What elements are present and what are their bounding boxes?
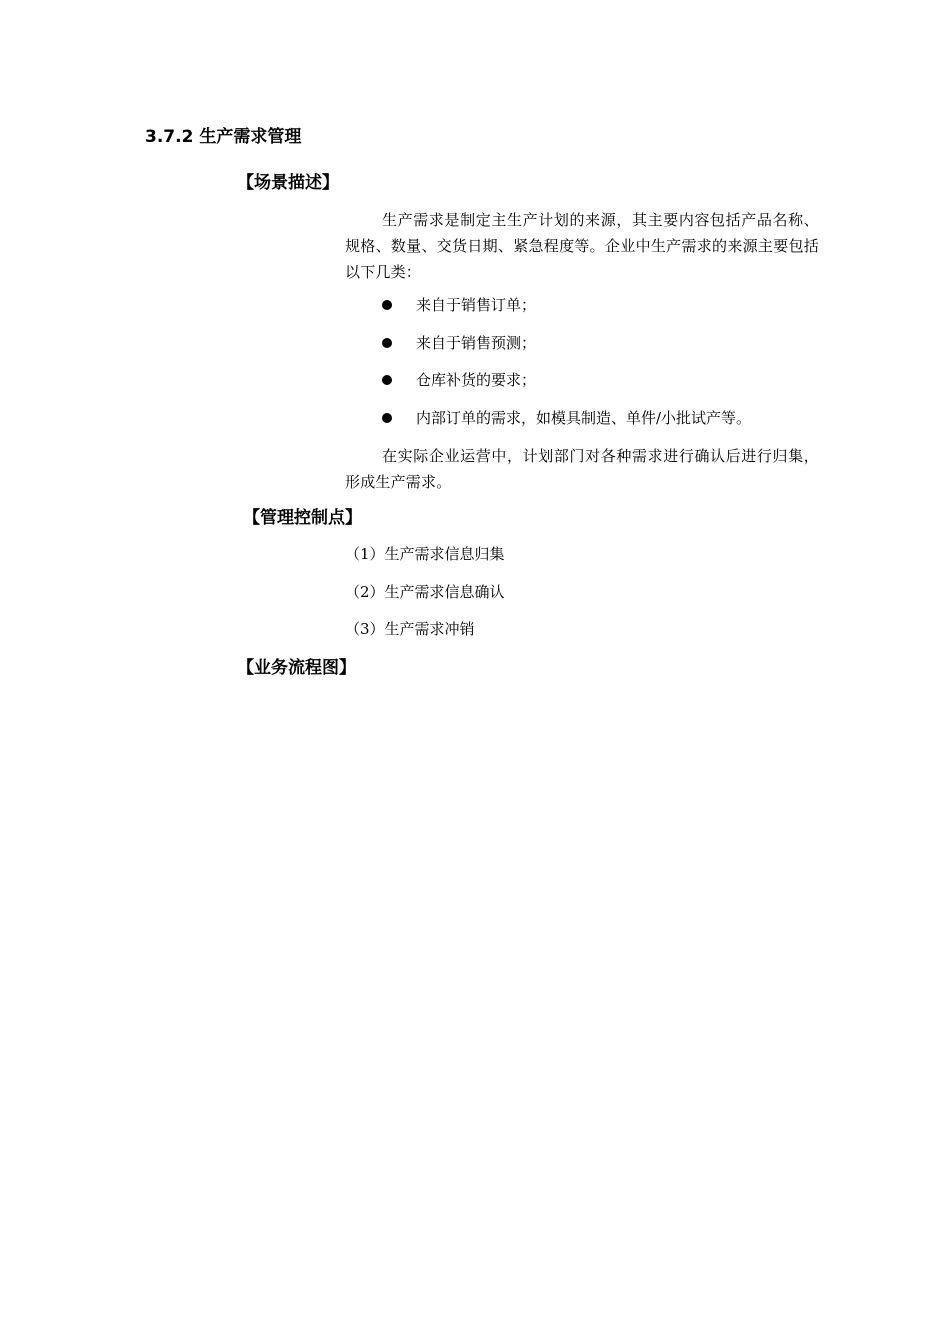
list-item: （3）生产需求冲销 — [345, 620, 475, 638]
list-item-text: 来自于销售预测； — [416, 333, 537, 352]
control-points-list — [345, 542, 505, 655]
list-item: （1）生产需求信息归集 — [345, 545, 505, 563]
scenario-intro-paragraph: 生产需求是制定主生产计划的来源，其主要内容包括产品名称、规格、数量、交货日期、紧急程度等。企业中生产需求的来源主要包括以下几类： — [345, 211, 819, 281]
list-item-text: 来自于销售订单； — [416, 296, 537, 314]
scenario-closing-paragraph: 在实际企业运营中，计划部门对各种需求进行确认后进行归集，形成生产需求。 — [345, 447, 819, 491]
list-item-text: 内部订单的需求，如模具制造、单件/小批试产等。 — [416, 408, 752, 427]
bullet-icon — [382, 375, 392, 385]
bullet-icon — [382, 300, 392, 310]
bullet-icon — [382, 413, 392, 423]
bullet-icon — [382, 338, 392, 348]
list-item: （2）生产需求信息确认 — [345, 582, 505, 601]
flowchart-heading: 【业务流程图】 — [237, 658, 356, 678]
list-item-text: 仓库补货的要求； — [416, 371, 537, 389]
scenario-heading: 【场景描述】 — [237, 173, 339, 193]
section-title: 3.7.2 生产需求管理 — [145, 127, 302, 147]
control-points-heading: 【管理控制点】 — [243, 508, 362, 528]
